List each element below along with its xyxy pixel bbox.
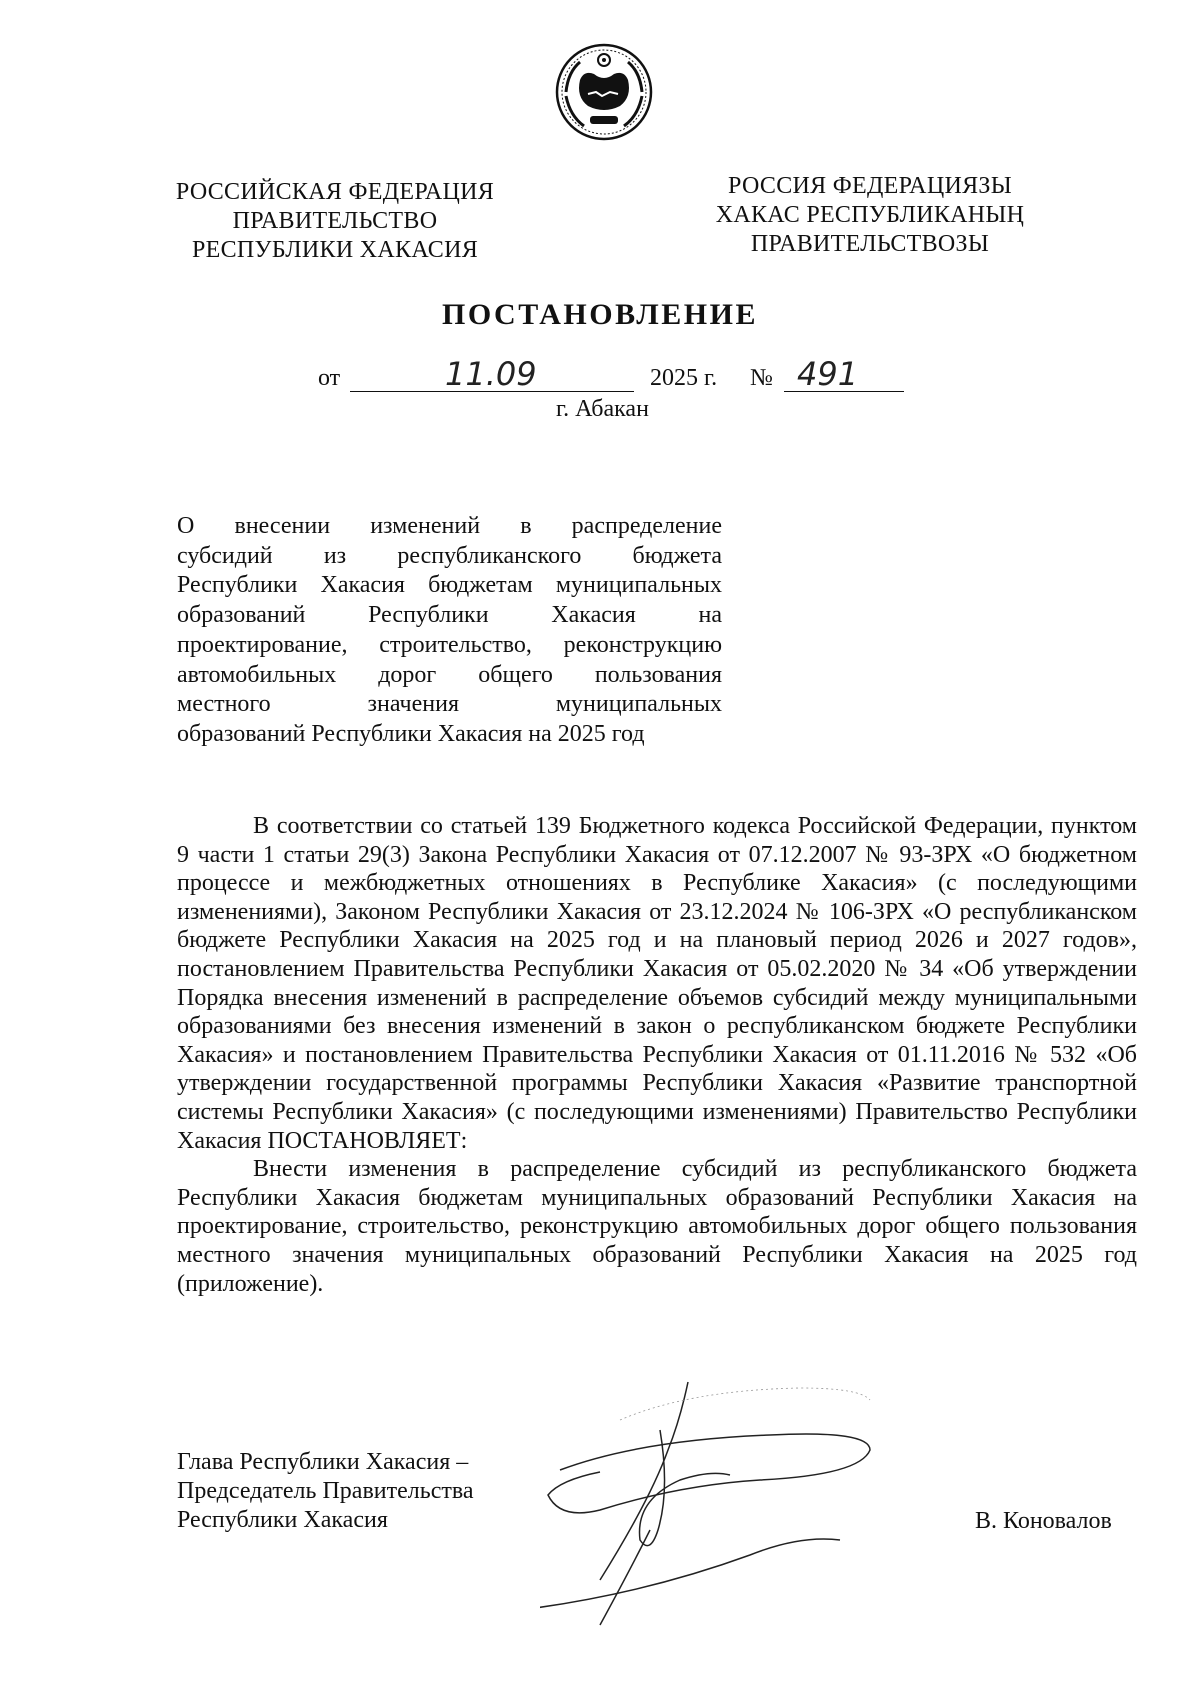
header-left-line-3: РЕСПУБЛИКИ ХАКАСИЯ [191, 237, 479, 263]
subject-line: образований Республики Хакасия на [177, 602, 722, 629]
body-paragraph: В соответствии со статьей 139 Бюджетного кодекса Российской Федерации, пунктом 9 части 1 статьи 29(3) Закона Республики Хакасия от 07.12.2007 № 93-ЗРХ «О бюджетном процессе и межбюджетных отношениях в Республике Хакасия» (с последующими изменениями), Законом Республики Хакасия от 23.12.2024 № 106-ЗРХ «О республиканском бюджете Республики Хакасия на 2025 год и на плановый период 2026 и 2027 годов», постановлением Правительства Республики Хакасия от 05.02.2020 № 34 «Об утверждении Порядка внесения изменений в распределение объемов субсидий между муниципальными образованиями без внесения изменений в закон о республиканском бюджете Республики Хакасия» и постановлением Правительства Республики Хакасия от 01.11.2016 № 532 «Об утверждении государственной программы Республики Хакасия «Развитие транспортной системы Республики Хакасия» (с последующими изменениями) Правительство Республики Хакасия ПОСТАНОВЛЯЕТ: [177, 813, 1137, 1154]
handwritten-signature-icon [540, 1380, 960, 1630]
handwritten-number: 491 [797, 355, 859, 393]
signatory-title-line: Председатель Правительства [177, 1478, 474, 1504]
number-sign: № [750, 365, 773, 391]
header-right-line-2: ХАКАС РЕСПУБЛИКАНЫҢ [715, 202, 1025, 228]
header-left-line-1: РОССИЙСКАЯ ФЕДЕРАЦИЯ [175, 179, 495, 205]
signatory-title [177, 1448, 474, 1535]
subject-line: образований Республики Хакасия на 2025 год [177, 720, 645, 747]
signatory-name: В. Коновалов [975, 1508, 1112, 1534]
body-paragraph: Внести изменения в распределение субсидий из республиканского бюджета Республики Хакасия бюджетам муниципальных образований Республики Хакасия на проектирование, строительство, реконструкцию автомобильных дорог общего пользования местного значения муниципальных образований Республики Хакасия на 2025 год (приложение). [177, 1156, 1137, 1297]
subject-line: О внесении изменений в распределение [177, 513, 722, 539]
header-left-line-2: ПРАВИТЕЛЬСТВО [232, 208, 438, 234]
header-right-line-3: ПРАВИТЕЛЬСТВОЗЫ [750, 231, 990, 257]
subject-block [177, 512, 722, 750]
signatory-title-line: Глава Республики Хакасия – [177, 1449, 469, 1475]
city: г. Абакан [556, 396, 649, 422]
header-left [170, 178, 500, 265]
coat-of-arms-icon [554, 42, 654, 142]
subject-line: проектирование, строительство, реконструкцию [177, 631, 722, 658]
handwritten-date: 11.09 [445, 355, 537, 393]
subject-line: автомобильных дорог общего пользования [177, 661, 722, 688]
subject-line: субсидий из республиканского бюджета [177, 542, 722, 569]
body-text [177, 812, 1137, 1298]
header-right [700, 172, 1040, 259]
date-year: 2025 г. [650, 365, 718, 391]
document-title: ПОСТАНОВЛЕНИЕ [442, 298, 758, 331]
header-right-line-1: РОССИЯ ФЕДЕРАЦИЯЗЫ [728, 173, 1012, 199]
subject-line: Республики Хакасия бюджетам муниципальных [177, 572, 722, 599]
date-prefix: от [318, 365, 341, 391]
signatory-title-line: Республики Хакасия [177, 1507, 388, 1533]
subject-line: местного значения муниципальных [177, 691, 722, 718]
